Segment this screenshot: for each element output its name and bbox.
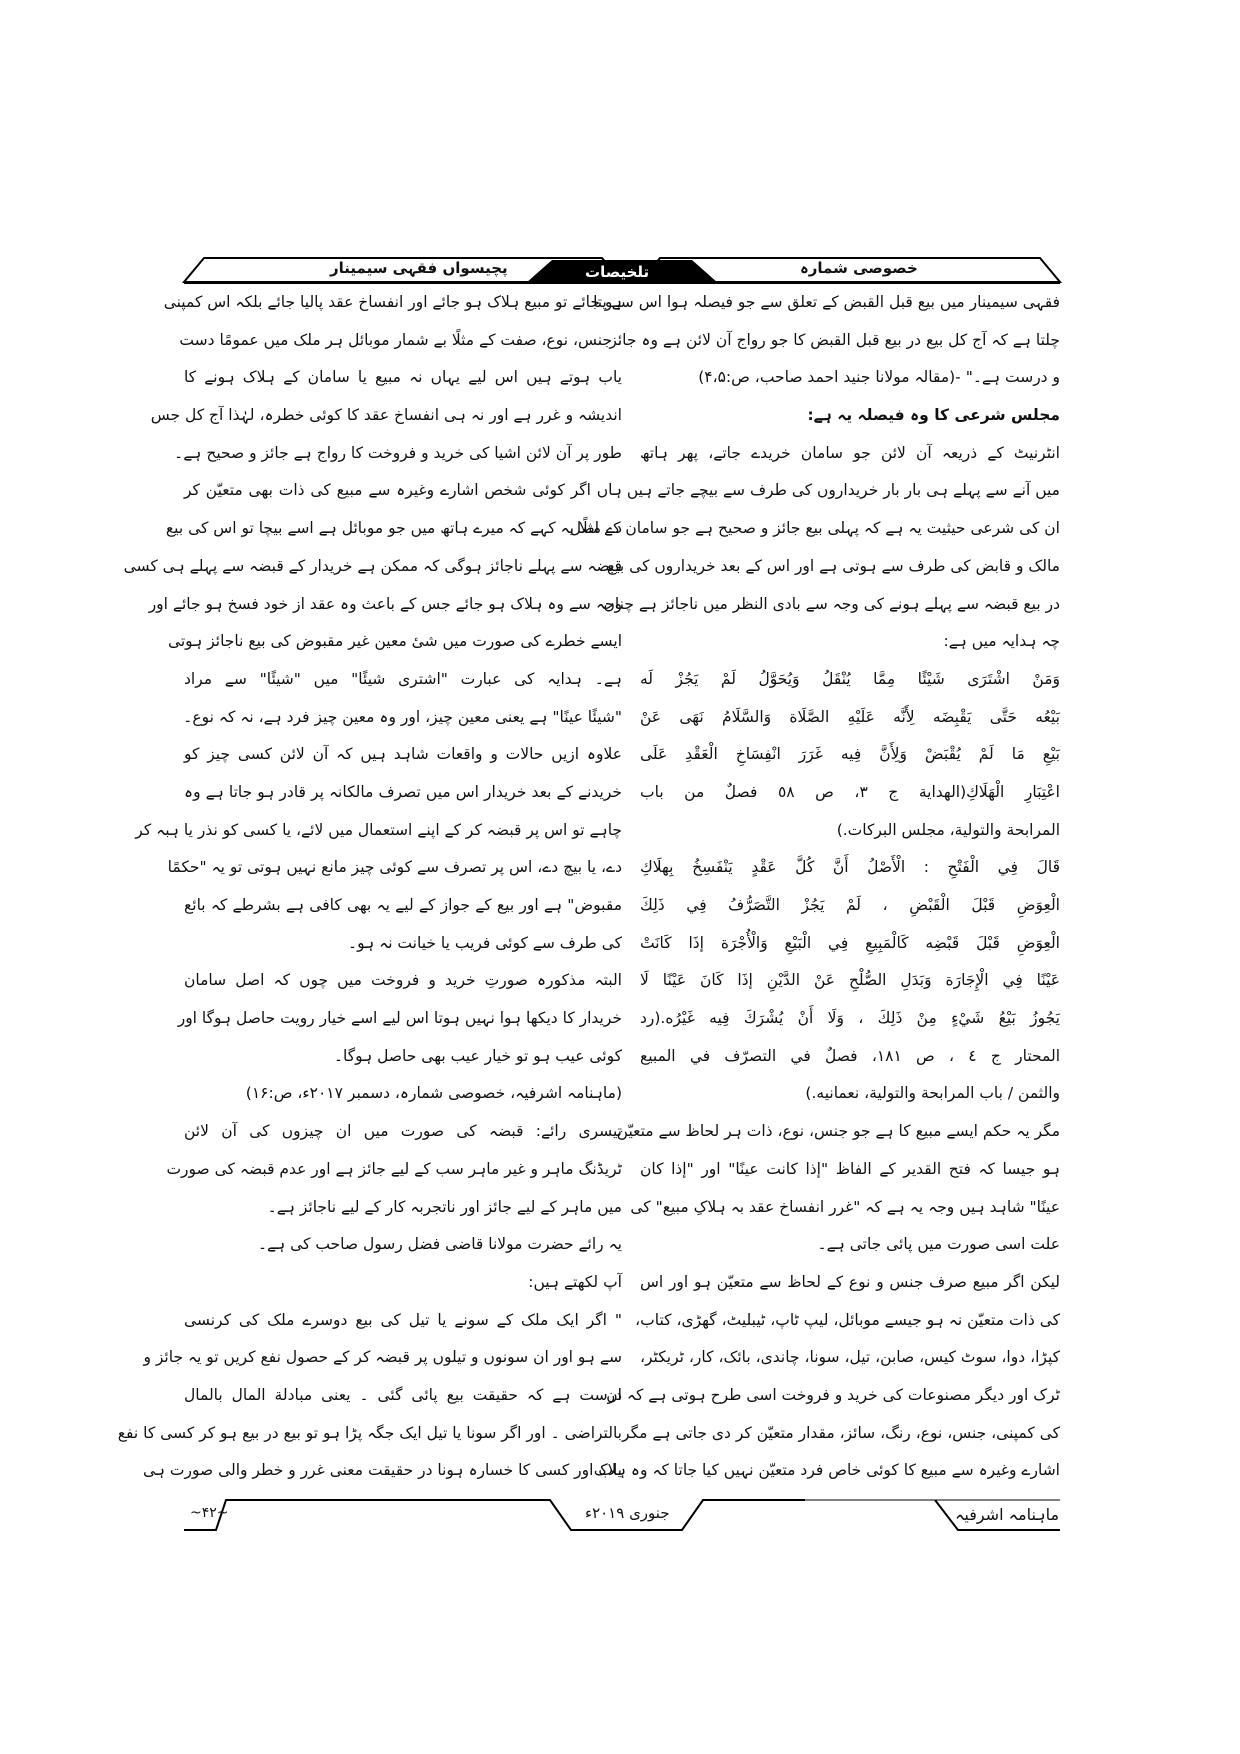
text-line: قبضہ سے پہلے ناجائز ہوگی کہ ممکن ہے خریدار کے قبضہ سے پہلے ہی کسی: [123, 556, 622, 575]
text-line: بالتراضی ۔ اور اگر سونا یا تیل ایک جگہ پڑا ہو تو بیع در بیع ہو کر کسی کا نفع: [117, 1423, 622, 1442]
text-line: ایسے خطرے کی صورت میں شیٔ معین غیر مقبوض کی بیع ناجائز ہوتی: [167, 632, 622, 651]
text-line: دے مثلًا یہ کہے کہ میرے ہاتھ میں جو موبائل ہے اسے بیچا تو اس کی بیع: [165, 519, 622, 538]
text-line: خریدنے کے بعد خریدار اس میں تصرف مالکانہ پر قادر ہو جاتا ہے وہ: [184, 782, 622, 801]
text-line: میں آنے سے پہلے ہی بار بار خریداروں کی طرف سے بیچے جاتے ہیں: [626, 481, 1060, 500]
text-line: "شيئًا عينًا" ہے یعنی معین چیز، اور وہ معین چیز فرد ہے، نہ کہ نوع۔: [183, 707, 622, 726]
text-line: اشارے وغیرہ سے مبیع کا کوئی خاص فرد متعیّن نہیں کیا جاتا کہ وہ ہلاک: [593, 1461, 1060, 1480]
text-line: ان کی شرعی حیثیت یہ ہے کہ پہلی بیع جائز و صحیح ہے جو سامان کے اصل: [569, 519, 1060, 538]
text-line: الْعِوَضِ قَبْلَ الْقَبْضِ ، لَمْ يَجُزْ التَّصَرُّفُ فِي ذَلِكَ: [640, 896, 1060, 914]
text-line: والثمن / باب المرابحة والتولية، نعمانيه.): [805, 1084, 1060, 1103]
text-line: کپڑا، دوا، سوٹ کیس، صابن، تیل، سونا، چاندی، بائک، کار، ٹریکٹر،: [640, 1348, 1060, 1367]
header-right-label: خصوصی شمارہ: [800, 259, 918, 277]
text-line: علت اسی صورت میں پائی جاتی ہے۔: [817, 1235, 1060, 1254]
text-line: بَيْعِ مَا لَمْ يُقْبَضْ وَلِأَنَّ فِيه غَرَرَ انْفِسَاخِ الْعَقْدِ عَلَى: [640, 745, 1060, 764]
text-line: ٹریڈنگ ماہر و غیر ماہر سب کے لیے جائز ہے اور عدم قبضہ کی صورت: [166, 1159, 622, 1178]
text-line: مالک و قابض کی طرف سے ہوتی ہے اور اس کے بعد خریداروں کی بیع: [606, 556, 1060, 575]
text-line: کی طرف سے کوئی فریب یا خیانت نہ ہو۔: [348, 933, 622, 952]
header-left-label: پچیسواں فقہی سیمینار: [330, 259, 508, 277]
text-line: (ماہنامہ اشرفیہ، خصوصی شمارہ، دسمبر ۲۰۱۷ء، ص:۱۶): [245, 1084, 622, 1103]
left-column: [117, 284, 622, 1490]
text-line: ٹرک اور دیگر مصنوعات کی خرید و فروخت اسی طرح ہوتی ہے کہ ان: [606, 1385, 1060, 1404]
text-line: دے، یا بیچ دے، اس پر تصرف سے کوئی چیز مانع نہیں ہوتی تو یہ "حکمًا: [167, 858, 622, 877]
text-line: ، جنس، نوع، صفت کے مثلًا بے شمار موبائل ہر ملک میں عمومًا دست: [179, 330, 622, 349]
text-line: مقبوض" ہے اور بیع کے جواز کے لیے یہ بھی کافی ہے بشرطے کہ بائع: [184, 896, 622, 914]
text-line: ہے۔ ہدایہ کی عبارت "اشترى شيئًا" میں "شيئًا" سے مراد: [184, 669, 622, 688]
text-line: خریدار کا دیکھا ہوا نہیں ہوتا اس لیے اسے خیار رویت حاصل ہوگا اور: [177, 1009, 622, 1028]
text-line: سے ہو اور ان سونوں و تیلوں پر قبضہ کر کے حصول نفع کریں تو یہ جائز و: [143, 1348, 622, 1367]
text-line: کی کمپنی، جنس، نوع، رنگ، سائز، مقدار متعیّن کر دی جاتی ہے مگر: [622, 1423, 1060, 1442]
text-line: قَالَ فِي الْفَتْحِ : الْأَصْلُ أَنَّ كُلَّ عَقْدٍ يَنْفَسِخُ بِهلَاكِ: [640, 858, 1060, 877]
text-line: يَجُوزُ بَيْعُ شَيْءٍ مِنْ ذَلِكَ ، وَلَا أَنْ يُشْرَكَ فِيه غَيْرُه.(رد: [640, 1009, 1060, 1028]
text-line: چلتا ہے کہ آج کل بیع در بیع قبل القبض کا جو رواج آن لائن ہے وہ جائز: [609, 330, 1060, 349]
text-line: بَيْعُه حَتَّى يَقْبِضَه لِأَنَّه عَلَيْهِ الصَّلَاة وَالسَّلَامُ نَهَى عَنْ: [640, 707, 1060, 726]
text-line: ہو جائے تو مبیع ہلاک ہو جائے اور انفساخ عقد پالیا جائے بلکہ اس کمپنی: [163, 293, 622, 311]
text-line: درست ہے کہ حقیقت بیع پائی گئی ۔ یعنی مبادلة المال بالمال: [184, 1385, 622, 1404]
text-line: و درست ہے۔" -(مقالہ مولانا جنید احمد صاحب، ص:۴،۵): [698, 368, 1060, 387]
header-center-label: تلخیصات: [585, 263, 650, 281]
text-line: فقہی سیمینار میں بیع قبل القبض کے تعلق سے جو فیصلہ ہوا اس سے پتا: [593, 293, 1060, 311]
text-line: ہاں اگر کوئی شخص اشارے وغیرہ سے مبیع کی ذات بھی متعیّن کر: [184, 481, 622, 500]
text-line: البتہ مذکورہ صورتِ خرید و فروخت میں چوں کہ اصل سامان: [184, 971, 622, 990]
text-line: آپ لکھتے ہیں:: [528, 1272, 622, 1291]
text-line: المحتار ج ٤ ، ص ١٨١، فصلٌ في التصرّف في المبيع: [640, 1046, 1060, 1065]
text-line: ہو جیسا کہ فتح القدیر کے الفاظ "إذا كانت عينًا" اور "إذا كان: [640, 1159, 1060, 1178]
text-line: تیسری رائے: قبضہ کی صورت میں ان چیزوں کی آن لائن: [184, 1122, 622, 1141]
text-line: وجہ سے وہ ہلاک ہو جائے جس کے باعث وہ عقد از خود فسخ ہو جائے اور: [148, 594, 622, 613]
page-number: ~۴۲~: [190, 1505, 229, 1521]
text-line: عَيْنًا فِي الْإِجَارَة وَبَدَلِ الصُّلْحِ عَنْ الدَّيْنِ إذَا كَانَ عَيْنًا لَا: [640, 971, 1060, 990]
footer-magazine-name: ماہنامہ اشرفیہ: [955, 1505, 1060, 1524]
text-line: چاہے تو اس پر قبضہ کر کے اپنے استعمال میں لائے، یا کسی کو نذر یا ہبہ کر: [135, 820, 622, 839]
text-line: اعْتِبَارِ الْهَلَاكِ(الهداية ج ٣، ص ٥٨ فصلٌ من باب: [640, 782, 1060, 801]
text-line: کی ذات متعیّن نہ ہو جیسے موبائل، لیپ ٹاپ، ٹیبلیٹ، گھڑی، کتاب،: [635, 1310, 1060, 1329]
text-line: یاب ہوتے ہیں اس لیے یہاں نہ مبیع یا سامان کے ہلاک ہونے کا: [184, 368, 622, 387]
text-line: مجلس شرعی کا وہ فیصلہ یہ ہے:: [807, 406, 1060, 425]
footer-issue-date: جنوری ۲۰۱۹ء: [585, 1504, 670, 1522]
text-line: میں ماہر کے لیے جائز اور ناتجربہ کار کے لیے ناجائز ہے۔: [267, 1197, 622, 1216]
text-line: المرابحة والتولية، مجلس البركات.): [836, 820, 1060, 839]
text-line: عينًا" شاہد ہیں وجہ یہ ہے کہ "غرر انفساخ عقد بہ ہلاکِ مبیع" کی: [630, 1197, 1060, 1216]
text-line: چہ ہدایہ میں ہے:: [943, 632, 1060, 651]
text-line: یہ رائے حضرت مولانا قاضی فضل رسول صاحب کی ہے۔: [257, 1235, 622, 1254]
text-line: اندیشہ و غرر ہے اور نہ ہی انفساخ عقد کا کوئی خطرہ، لہٰذا آج کل جس: [150, 406, 622, 425]
text-line: الْعِوَضِ قَبْلَ قَبْضِه كَالْمَبِيعِ فِي الْبَيْعِ وَالْأُجْرَة إذَا كَانَتْ: [640, 933, 1060, 952]
text-line: لیکن اگر مبیع صرف جنس و نوع کے لحاظ سے متعیّن ہو اور اس: [640, 1272, 1060, 1291]
text-line: در بیع قبضہ سے پہلے ہونے کی وجہ سے بادی النظر میں ناجائز ہے چناں: [603, 594, 1060, 613]
text-line: وَمَنْ اشْتَرَى شَيْئًا مِمَّا يُنْقَلُ وَيُحَوَّلُ لَمْ يَجُزْ لَه: [640, 669, 1060, 688]
text-line: " اگر ایک ملک کے سونے یا تیل کی بیع دوسرے ملک کی کرنسی: [184, 1310, 622, 1329]
text-line: طور پر آن لائن اشیا کی خرید و فروخت کا رواج ہے جائز و صحیح ہے۔: [174, 443, 622, 462]
text-line: یاب اور کسی کا خسارہ ہونا در حقیقت معنی غرر و خطر والی صورت ہی: [142, 1461, 622, 1480]
text-line: علاوہ ازیں حالات و واقعات شاہد ہیں کہ آن لائن کسی چیز کو: [184, 745, 622, 764]
text-line: انٹرنیٹ کے ذریعہ آن لائن جو سامان خریدے جاتے، پھر ہاتھ: [640, 443, 1060, 462]
text-line: مگر یہ حکم ایسے مبیع کا ہے جو جنس، نوع، ذات ہر لحاظ سے متعیّن: [616, 1122, 1060, 1141]
text-line: کوئی عیب ہو تو خیار عیب بھی حاصل ہوگا۔: [333, 1046, 622, 1065]
